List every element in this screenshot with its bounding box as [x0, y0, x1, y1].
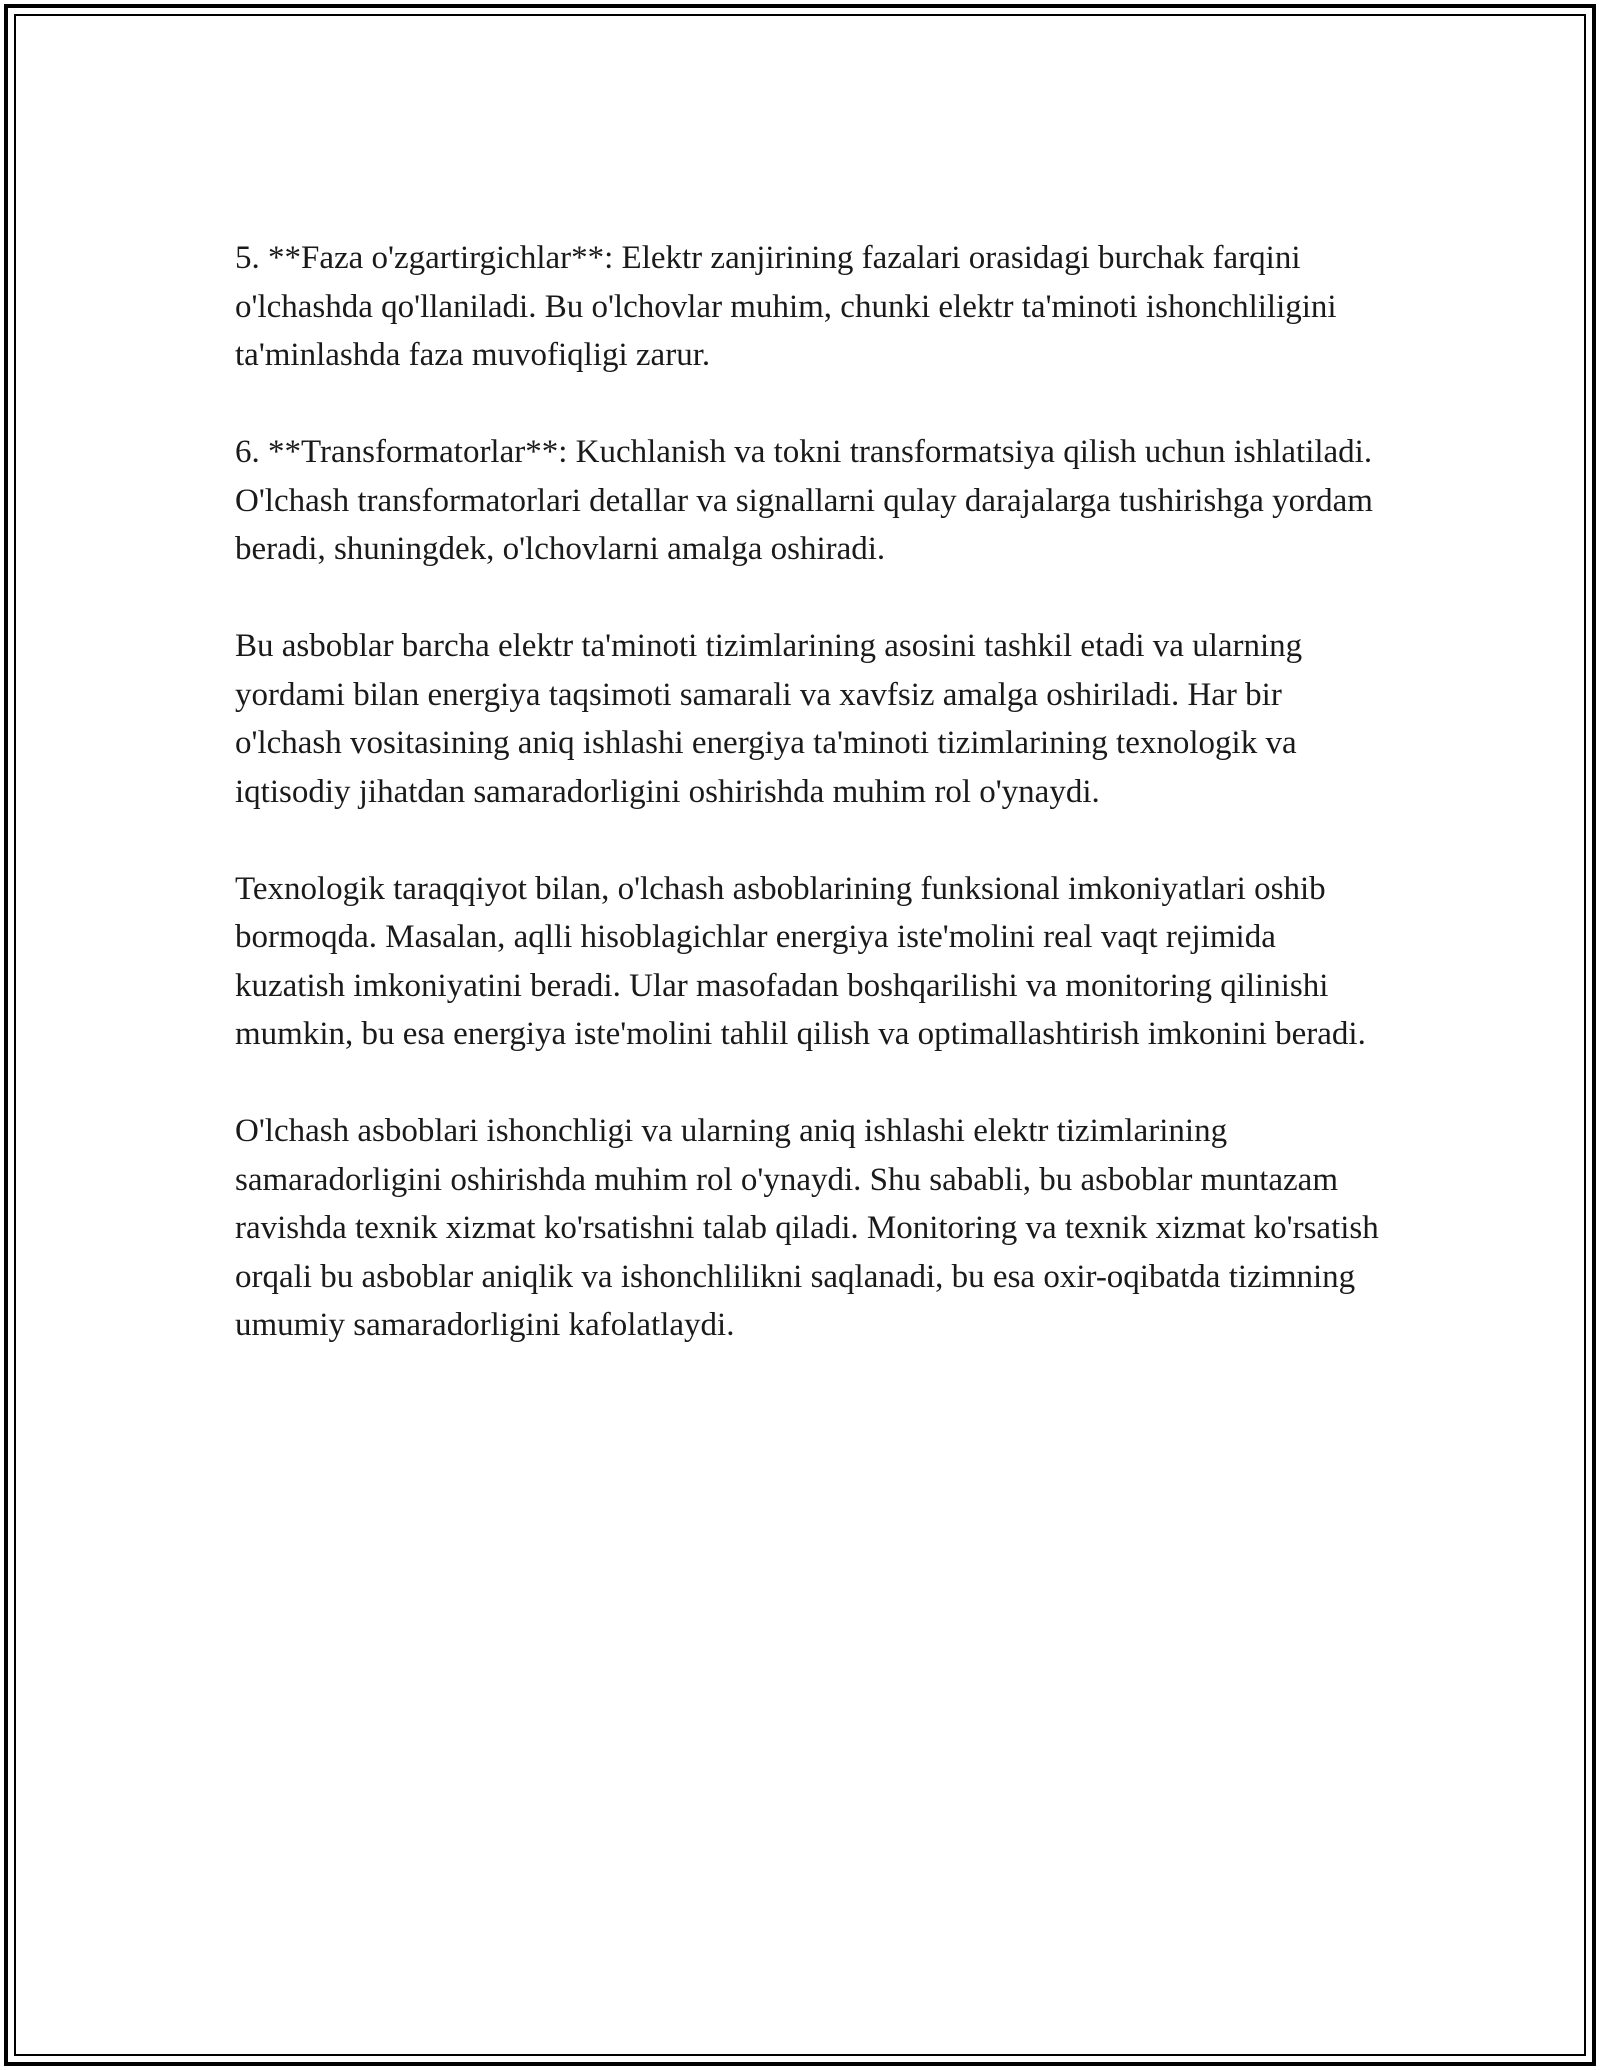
- paragraph-transformers: 6. **Transformatorlar**: Kuchlanish va tokni transformatsiya qilish uchun ishlatiladi. O'lchash transformatorlari detallar va signallarni qulay darajalarga tushirishga yordam beradi, shuningdek, o'lchovlarni amalga oshiradi.: [235, 434, 1373, 567]
- paragraph-reliability-maintenance: O'lchash asboblari ishonchligi va ularning aniq ishlashi elektr tizimlarining samaradorligini oshirishda muhim rol o'ynaydi. Shu sababli, bu asboblar muntazam ravishda texnik xizmat ko'rsatishni talab qiladi. Monitoring va texnik xizmat ko'rsatish orqali bu asboblar aniqlik va ishonchlilikni saqlanadi, bu esa oxir-oqibatda tizimning umumiy samaradorligini kafolatlaydi.: [235, 1113, 1379, 1343]
- paragraph-phase-shifters: 5. **Faza o'zgartirgichlar**: Elektr zanjirining fazalari orasidagi burchak farqini o'lchashda qo'llaniladi. Bu o'lchovlar muhim, chunki elektr ta'minoti ishonchliligini ta'minlashda faza muvofiqligi zarur.: [235, 240, 1337, 373]
- paragraph-instruments-basis: Bu asboblar barcha elektr ta'minoti tizimlarining asosini tashkil etadi va ularning yordami bilan energiya taqsimoti samarali va xavfsiz amalga oshiriladi. Har bir o'lchash vositasining aniq ishlashi energiya ta'minoti tizimlarining texnologik va iqtisodiy jihatdan samaradorligini oshirishda muhim rol o'ynaydi.: [235, 628, 1303, 810]
- document-body: [235, 234, 1385, 1398]
- paragraph-technological-progress: Texnologik taraqqiyot bilan, o'lchash asboblarining funksional imkoniyatlari oshib bormoqda. Masalan, aqlli hisoblagichlar energiya iste'molini real vaqt rejimida kuzatish imkoniyatini beradi. Ular masofadan boshqarilishi va monitoring qilinishi mumkin, bu esa energiya iste'molini tahlil qilish va optimallashtirish imkonini beradi.: [235, 870, 1366, 1052]
